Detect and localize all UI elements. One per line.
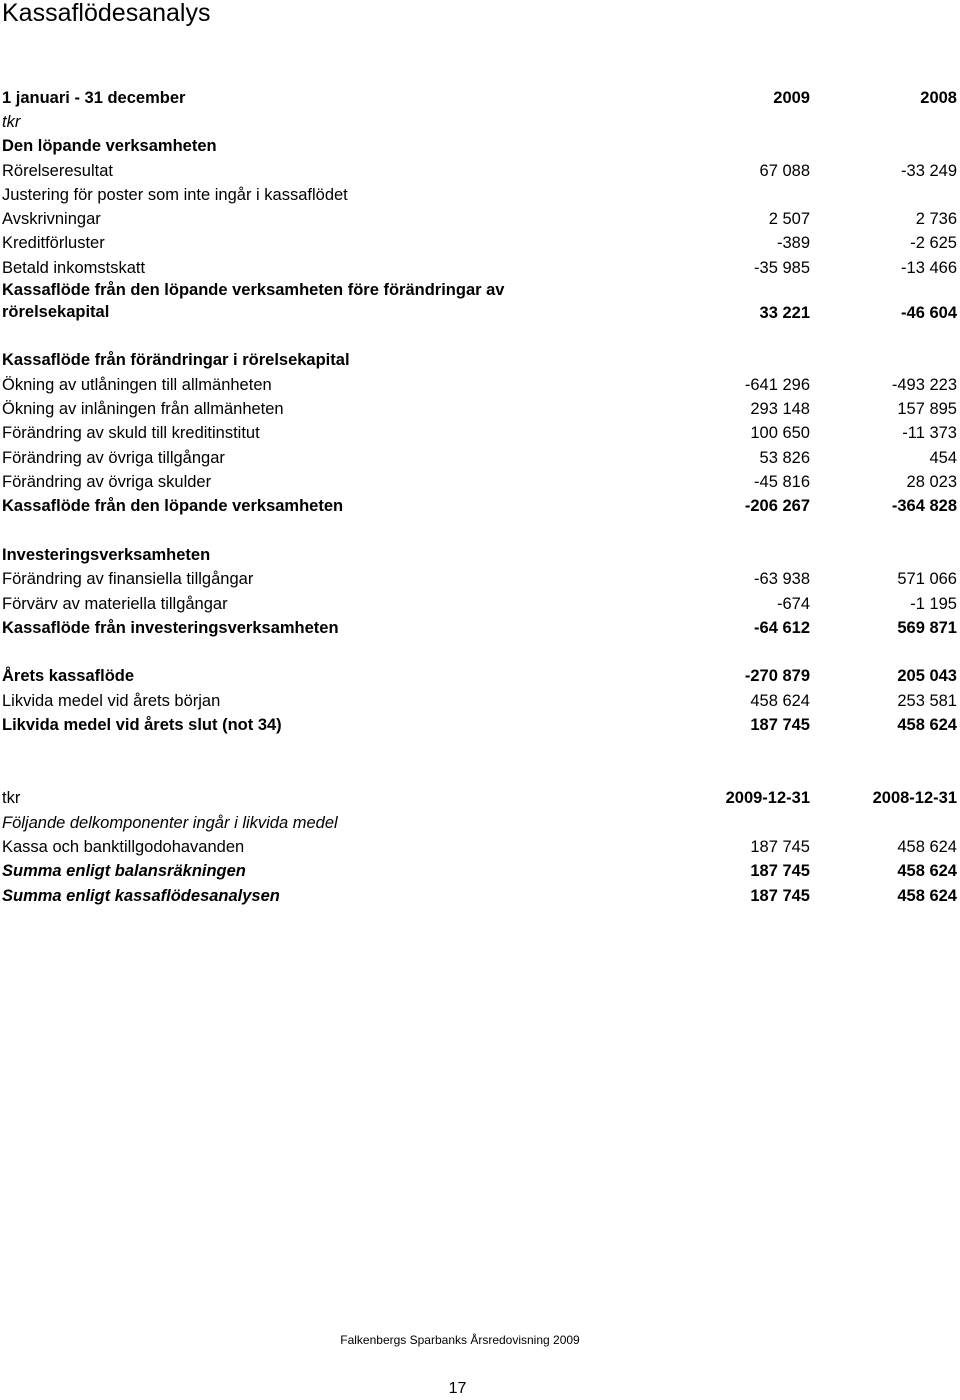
value-2009: 187 745 xyxy=(750,862,810,880)
section-heading xyxy=(0,348,960,372)
value-2009: -641 296 xyxy=(744,376,810,394)
page-title: Kassaflödesanalys xyxy=(2,0,211,27)
section-heading xyxy=(0,543,960,567)
table-row xyxy=(0,835,960,859)
value-2009: -674 xyxy=(776,595,810,613)
value-2008: 458 624 xyxy=(897,862,957,880)
date-2009-header: 2009-12-31 xyxy=(725,789,810,807)
row-label: Summa enligt kassaflödesanalysen xyxy=(2,887,280,905)
table-row xyxy=(0,231,960,255)
row-label: Kreditförluster xyxy=(2,234,105,252)
value-2009: 67 088 xyxy=(759,162,810,180)
value-2008: -33 249 xyxy=(901,162,957,180)
value-2008: 157 895 xyxy=(897,400,957,418)
row-label: Likvida medel vid årets början xyxy=(2,692,221,710)
value-2009: -63 938 xyxy=(754,570,810,588)
row-label: Rörelseresultat xyxy=(2,162,113,180)
value-2008: -364 828 xyxy=(891,497,957,515)
row-label: Summa enligt balansräkningen xyxy=(2,862,246,880)
footer-text: Falkenbergs Sparbanks Årsredovisning 2009 xyxy=(340,1333,580,1347)
value-2009: 187 745 xyxy=(750,887,810,905)
value-2009: 2 507 xyxy=(768,210,810,228)
row-label: Betald inkomstskatt xyxy=(2,259,146,277)
table-row xyxy=(0,470,960,494)
value-2009: 53 826 xyxy=(759,449,810,467)
table-row xyxy=(0,159,960,183)
table-row xyxy=(0,446,960,470)
value-2008: -11 373 xyxy=(902,424,957,442)
value-2008: -2 625 xyxy=(910,234,957,252)
subtotal-row xyxy=(0,616,960,640)
value-2009: -389 xyxy=(776,234,810,252)
value-2009: 458 624 xyxy=(750,692,810,710)
row-label: Förändring av övriga skulder xyxy=(2,473,212,491)
subtotal-row xyxy=(0,494,960,518)
year-2008-header: 2008 xyxy=(920,89,957,107)
row-label: Kassa och banktillgodohavanden xyxy=(2,838,245,856)
unit-label: tkr xyxy=(2,789,21,807)
date-header-row xyxy=(0,786,960,810)
table-row xyxy=(0,397,960,421)
date-2008-header: 2008-12-31 xyxy=(872,789,957,807)
table-row xyxy=(0,689,960,713)
value-2009: -35 985 xyxy=(754,259,810,277)
row-label: Kassaflöde från den löpande verksamheten före förändringar av rörelsekapital xyxy=(2,281,505,321)
value-2008: 454 xyxy=(929,449,957,467)
row-label: Förändring av övriga tillgångar xyxy=(2,449,225,467)
row-label: Kassaflöde från den löpande verksamheten xyxy=(2,497,344,515)
table-row xyxy=(0,207,960,231)
value-2009: -64 612 xyxy=(754,619,810,637)
value-2009: 187 745 xyxy=(750,838,810,856)
subtotal-row xyxy=(0,279,960,325)
value-2009: 33 221 xyxy=(759,304,810,322)
value-2008: -46 604 xyxy=(901,304,957,322)
table-header-row xyxy=(0,86,960,110)
page-number: 17 xyxy=(448,1380,467,1397)
row-label: Förändring av skuld till kreditinstitut xyxy=(2,424,260,442)
section-heading-label: Den löpande verksamheten xyxy=(2,137,217,155)
value-2009: 293 148 xyxy=(750,400,810,418)
unit-row xyxy=(0,110,960,134)
row-label: Justering för poster som inte ingår i kassaflödet xyxy=(2,186,348,204)
table-row xyxy=(0,256,960,280)
value-2009: -206 267 xyxy=(744,497,810,515)
value-2009: -45 816 xyxy=(754,473,810,491)
table-row xyxy=(0,183,960,207)
row-label: Förvärv av materiella tillgångar xyxy=(2,595,228,613)
row-label: Förändring av finansiella tillgångar xyxy=(2,570,254,588)
row-label: Årets kassaflöde xyxy=(2,667,135,685)
section-heading xyxy=(0,134,960,158)
table-row xyxy=(0,592,960,616)
table-row xyxy=(0,567,960,591)
row-label: Likvida medel vid årets slut (not 34) xyxy=(2,716,282,734)
row-label: Avskrivningar xyxy=(2,210,101,228)
value-2008: 205 043 xyxy=(897,667,957,685)
value-2008: 458 624 xyxy=(897,716,957,734)
total-row xyxy=(0,859,960,883)
table-row xyxy=(0,811,960,835)
value-2008: 569 871 xyxy=(897,619,957,637)
row-label: Ökning av inlåningen från allmänheten xyxy=(2,400,284,418)
period-label: 1 januari - 31 december xyxy=(2,89,186,107)
value-2009: -270 879 xyxy=(744,667,810,685)
total-row xyxy=(0,884,960,908)
total-row xyxy=(0,664,960,688)
value-2008: -1 195 xyxy=(910,595,957,613)
value-2008: 28 023 xyxy=(906,473,957,491)
value-2008: -13 466 xyxy=(901,259,957,277)
value-2008: 253 581 xyxy=(897,692,957,710)
row-label: Ökning av utlåningen till allmänheten xyxy=(2,376,272,394)
value-2008: 2 736 xyxy=(915,210,957,228)
table-row xyxy=(0,373,960,397)
table-row xyxy=(0,421,960,445)
value-2008: 458 624 xyxy=(897,887,957,905)
value-2008: -493 223 xyxy=(891,376,957,394)
total-row xyxy=(0,713,960,737)
value-2009: 187 745 xyxy=(750,716,810,734)
value-2009: 100 650 xyxy=(750,424,810,442)
year-2009-header: 2009 xyxy=(773,89,810,107)
value-2008: 571 066 xyxy=(897,570,957,588)
value-2008: 458 624 xyxy=(897,838,957,856)
unit-label: tkr xyxy=(2,113,21,131)
row-label: Kassaflöde från investeringsverksamheten xyxy=(2,619,339,637)
section-heading-label: Kassaflöde från förändringar i rörelsekapital xyxy=(2,351,350,369)
row-label: Följande delkomponenter ingår i likvida medel xyxy=(2,814,338,832)
section-heading-label: Investeringsverksamheten xyxy=(2,546,211,564)
